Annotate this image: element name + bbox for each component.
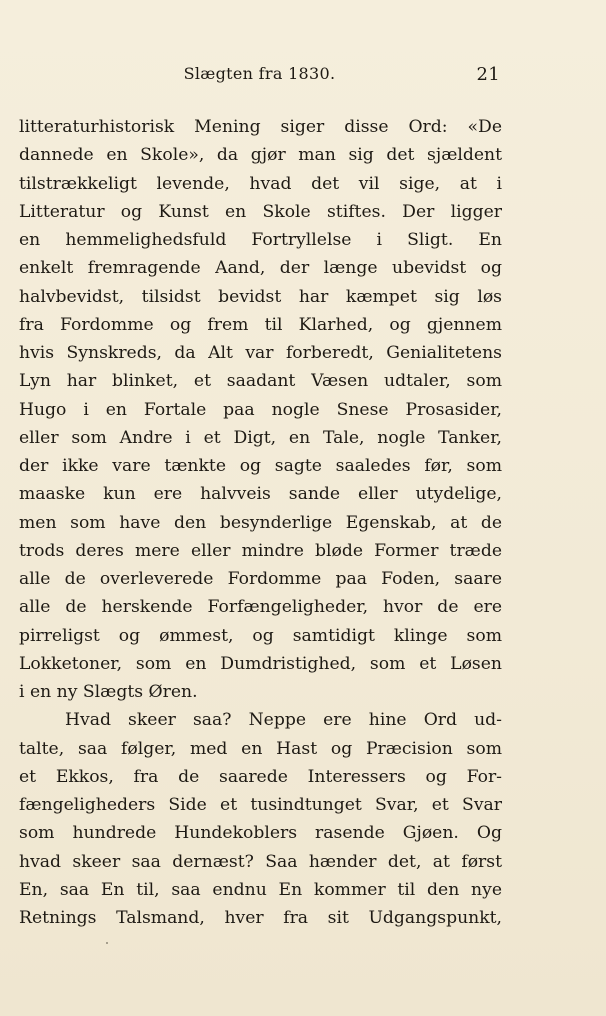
text-line: alle de herskende Forfængeligheder, hvor de ere [19,597,502,618]
running-title: Slægten fra 1830. [183,64,336,83]
text-line: fra Fordomme og frem til Klarhed, og gjennem [19,314,502,335]
body-text [19,113,502,932]
text-line: trods deres mere eller mindre bløde Former træde [19,540,502,561]
text-line: Lyn har blinket, et saadant Væsen udtaler, som [19,371,502,392]
text-line: som hundrede Hundekoblers rasende Gjøen. Og [19,823,502,844]
text-line: litteraturhistorisk Mening siger disse Ord: «De [19,117,502,137]
text-line: Litteratur og Kunst en Skole stiftes. Der ligger [19,201,502,222]
text-line: enkelt fremragende Aand, der længe ubevidst og [19,258,502,279]
text-line: eller som Andre i et Digt, en Tale, nogle Tanker, [19,427,502,448]
text-line: men som have den besynderlige Egenskab, at de [19,512,502,533]
text-line: fængeligheders Side et tusindtunget Svar, et Svar [19,795,502,815]
text-line: Retnings Talsmand, hver fra sit Udgangspunkt, [19,908,502,928]
text-line: maaske kun ere halvveis sande eller utydelige, [19,484,502,505]
text-line: Lokketoner, som en Dumdristighed, som et Løsen [19,653,502,674]
text-line: et Ekkos, fra de saarede Interessers og For- [19,766,502,787]
text-line: alle de overleverede Fordomme paa Foden, saare [19,569,502,589]
page-number: 21 [476,64,500,85]
text-line: Hugo i en Fortale paa nogle Snese Prosasider, [19,399,502,420]
text-line: halvbevidst, tilsidst bevidst har kæmpet sig løs [19,286,502,307]
text-line: hvad skeer saa dernæst? Saa hænder det, at først [19,851,502,872]
running-header [19,64,500,86]
text-line: der ikke vare tænkte og sagte saaledes før, som [19,456,502,476]
text-line: talte, saa følger, med en Hast og Præcision som [19,738,502,759]
paragraph-start-line: Hvad skeer saa? Neppe ere hine Ord ud- [65,710,502,731]
paragraph-end-line: i en ny Slægts Øren. [19,682,198,702]
text-line: hvis Synskreds, da Alt var forberedt, Genialitetens [19,343,502,363]
paper-speck [106,942,108,944]
text-line: en hemmelighedsfuld Fortryllelse i Sligt. En [19,230,502,250]
text-line: dannede en Skole», da gjør man sig det sjældent [19,145,502,166]
text-line: pirreligst og ømmest, og samtidigt klinge som [19,625,502,646]
text-line: tilstrækkeligt levende, hvad det vil sige, at i [19,173,502,194]
text-line: En, saa En til, saa endnu En kommer til den nye [19,879,502,900]
